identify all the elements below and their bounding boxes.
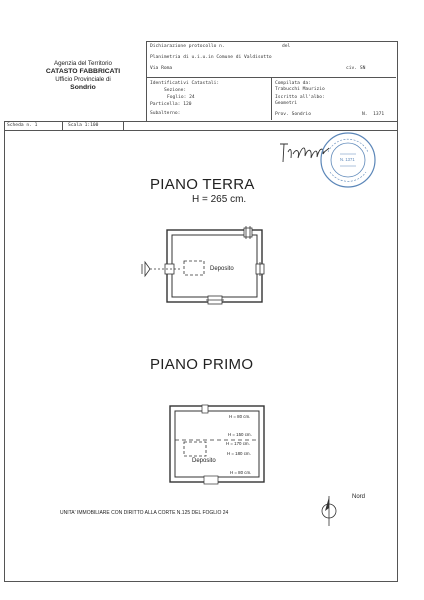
provincia-label: Prov. Sondrio	[275, 112, 311, 117]
agency-line-1: Agenzia del Territorio	[53, 60, 112, 67]
agency-block	[24, 60, 142, 92]
height-label: H = 80 cm.	[229, 414, 251, 419]
via-label: Via Roma	[150, 66, 173, 71]
height-label: H = 80 cm.	[230, 470, 252, 475]
dichiarazione-label: Dichiarazione protocollo n.	[150, 44, 225, 49]
agency-line-3: Ufficio Provinciale di	[55, 76, 111, 83]
nord-label: Nord	[352, 494, 366, 500]
agency-line-2: CATASTO FABBRICATI	[45, 68, 121, 75]
piano-terra-title: PIANO TERRA	[150, 176, 255, 193]
scala-label: Scala 1:100	[68, 123, 99, 128]
height-label: H = 180 cm.	[227, 451, 251, 456]
compilata-label: Compilata da:	[275, 81, 311, 86]
planimetria-label: Planimetria di u.i.u.in Comune di Valdisotto	[150, 55, 272, 60]
deposito-terra-label: Deposito	[210, 266, 234, 272]
foglio-label: Foglio: 24	[167, 95, 195, 100]
compilatore-name: Trabucchi Maurizio	[275, 87, 325, 92]
piano-terra-floorplan	[140, 226, 270, 312]
deposito-primo-label: Deposito	[192, 458, 216, 464]
del-label: del	[282, 44, 291, 49]
subalterno-label: Subalterno:	[150, 111, 181, 116]
identificativi-label: Identificativi Catastali:	[150, 81, 220, 86]
piano-terra-height: H = 265 cm.	[192, 194, 247, 205]
footer-note: UNITA' IMMOBILIARE CON DIRITTO ALLA CORTE N.125 DEL FOGLIO 24	[60, 510, 229, 516]
sezione-label: Sezione:	[164, 88, 187, 93]
particella-label: Particella: 120	[150, 102, 192, 107]
piano-primo-floorplan	[164, 400, 270, 488]
header-divider	[271, 77, 272, 120]
stamp-number: N. 1371	[340, 157, 355, 162]
civico-label: civ. SN	[346, 66, 366, 71]
agency-line-4: Sondrio	[70, 84, 96, 91]
iscritto-label: Iscritto all'albo:	[275, 95, 325, 100]
scheda-label: Scheda n. 1	[7, 123, 38, 128]
piano-primo-title: PIANO PRIMO	[150, 356, 254, 373]
height-label: H = 150 cm.	[228, 432, 252, 437]
north-arrow-icon	[314, 494, 344, 528]
numero-label: N. 1371	[362, 112, 385, 117]
albo-value: Geometri	[275, 101, 298, 106]
height-label: H = 170 cm.	[226, 441, 250, 446]
